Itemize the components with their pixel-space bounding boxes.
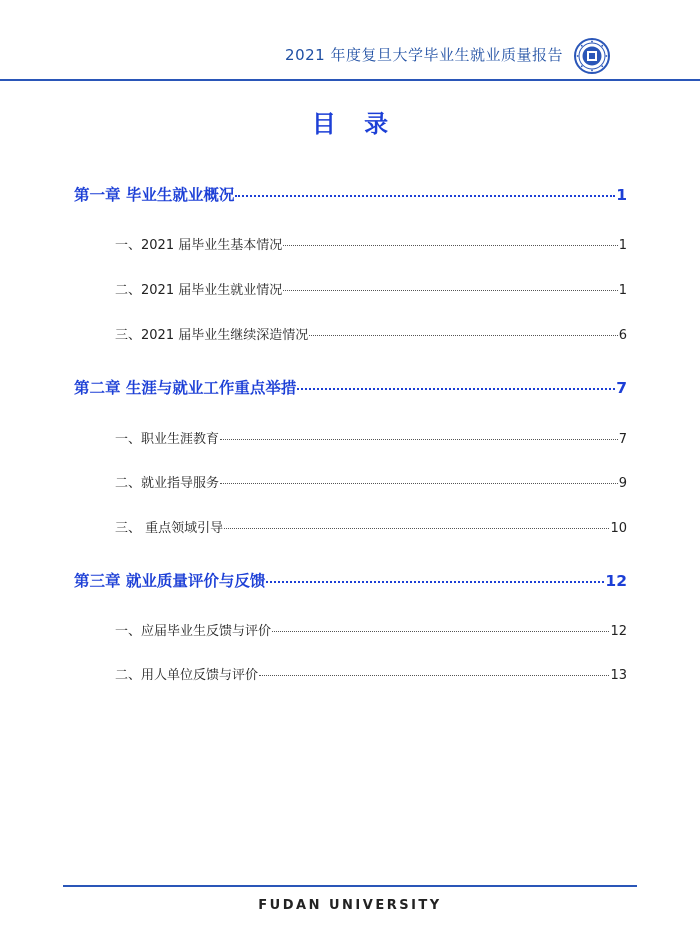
- toc-chapter-entry[interactable]: [74, 376, 627, 398]
- header-rule: [0, 79, 700, 81]
- toc-entry-label: 第一章 毕业生就业概况: [74, 186, 235, 204]
- footer-university-name: FUDAN UNIVERSITY: [258, 898, 442, 913]
- university-seal-icon: [574, 38, 610, 74]
- toc-section-entry[interactable]: [115, 234, 627, 253]
- toc-section-entry[interactable]: [115, 517, 627, 536]
- toc-section-entry[interactable]: [115, 472, 627, 491]
- dot-leader: [283, 244, 618, 246]
- report-header-title: 2021 年度复旦大学毕业生就业质量报告: [285, 46, 563, 64]
- toc-section-entry[interactable]: [115, 620, 627, 639]
- toc-entry-label: 第二章 生涯与就业工作重点举措: [74, 379, 297, 397]
- toc-section-entry[interactable]: [115, 428, 627, 447]
- dot-leader: [297, 387, 615, 390]
- toc-entry-label: 一、应届毕业生反馈与评价: [115, 624, 272, 639]
- toc-entry-page-number: 7: [616, 379, 627, 397]
- toc-entry-page-number: 10: [610, 521, 627, 536]
- dot-leader: [224, 527, 609, 529]
- dot-leader: [272, 630, 609, 632]
- toc-entry-label: 一、职业生涯教育: [115, 432, 220, 447]
- dot-leader: [220, 438, 618, 440]
- toc-entry-page-number: 12: [605, 572, 627, 590]
- toc-entry-label: 三、2021 届毕业生继续深造情况: [115, 328, 309, 343]
- dot-leader: [309, 334, 618, 336]
- toc-entry-label: 二、就业指导服务: [115, 476, 220, 491]
- toc-entry-label: 第三章 就业质量评价与反馈: [74, 572, 266, 590]
- toc-entry-page-number: 13: [610, 668, 627, 683]
- toc-entry-label: 二、2021 届毕业生就业情况: [115, 283, 283, 298]
- toc-section-entry[interactable]: [115, 324, 627, 343]
- toc-entry-page-number: 1: [618, 238, 627, 253]
- dot-leader: [266, 580, 604, 583]
- toc-entry-label: 二、用人单位反馈与评价: [115, 668, 259, 683]
- toc-entry-page-number: 1: [618, 283, 627, 298]
- toc-chapter-entry[interactable]: [74, 569, 627, 591]
- footer-rule: [63, 885, 637, 887]
- toc-chapter-entry[interactable]: [74, 183, 627, 205]
- toc-entry-page-number: 7: [618, 432, 627, 447]
- dot-leader: [283, 289, 618, 291]
- toc-entry-page-number: 1: [616, 186, 627, 204]
- toc-entry-page-number: 9: [618, 476, 627, 491]
- dot-leader: [235, 194, 615, 197]
- toc-title: 目 录: [311, 110, 399, 138]
- toc-entry-page-number: 12: [610, 624, 627, 639]
- dot-leader: [259, 674, 609, 676]
- toc-entry-label: 一、2021 届毕业生基本情况: [115, 238, 283, 253]
- toc-entry-label: 三、 重点领域引导: [115, 521, 224, 536]
- toc-section-entry[interactable]: [115, 279, 627, 298]
- toc-entry-page-number: 6: [618, 328, 627, 343]
- toc-section-entry[interactable]: [115, 664, 627, 683]
- dot-leader: [220, 482, 618, 484]
